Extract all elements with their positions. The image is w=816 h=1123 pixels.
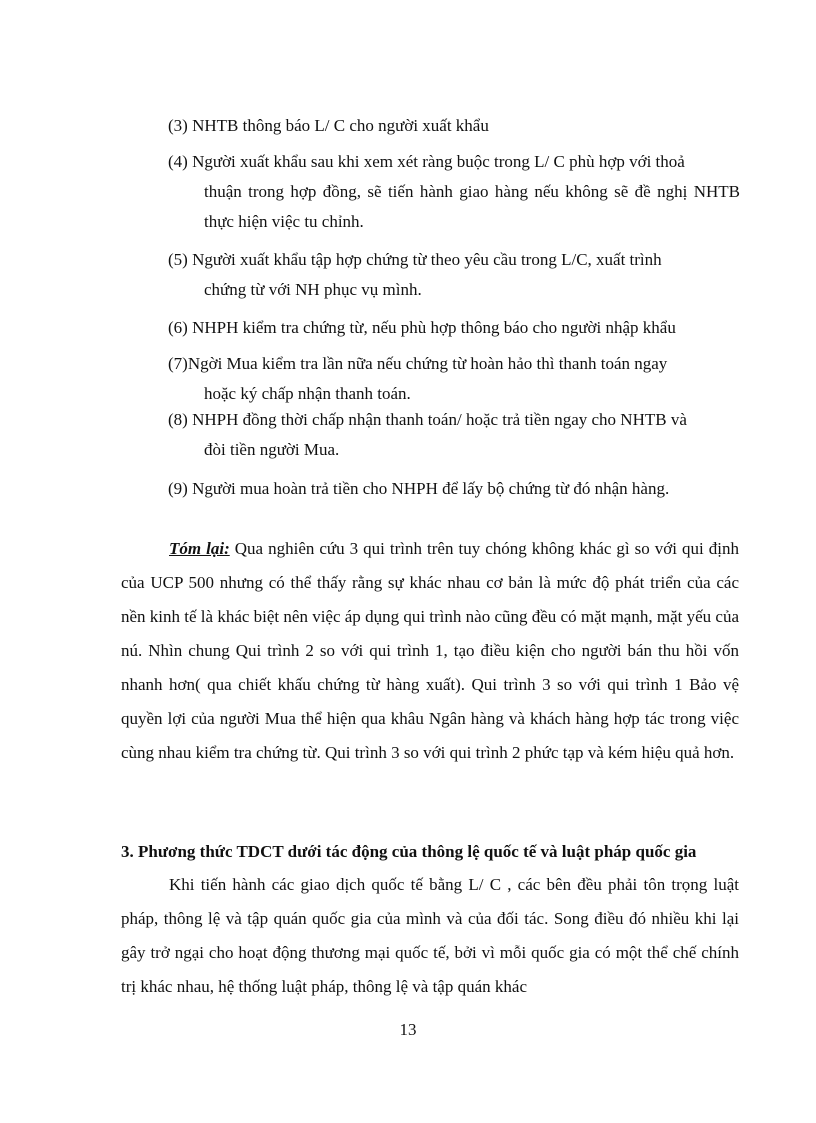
list-item-text: (5) Người xuất khẩu tập hợp chứng từ theo yêu cầu trong L/C, xuất trình <box>168 250 662 269</box>
section-paragraph <box>121 868 739 1004</box>
summary-lead: Tóm lại: <box>169 539 230 558</box>
list-item <box>168 474 740 504</box>
list-item <box>168 245 740 305</box>
list-item-text: (4) Người xuất khẩu sau khi xem xét ràng buộc trong L/ C phù hợp với thoả <box>168 152 685 171</box>
section-heading: 3. Phương thức TDCT dưới tác động của thông lệ quốc tế và luật pháp quốc gia <box>121 842 697 861</box>
page-number: 13 <box>399 1020 417 1039</box>
summary-text: Qua nghiên cứu 3 qui trình trên tuy chóng không khác gì so với qui định của UCP 500 nhưng có thể thấy rằng sự khác nhau cơ bản là mức độ phát triển của các nền kinh tế là khác biệt nên việc áp dụng qui trình nào cũng đều có mặt mạnh, mặt yếu của nú. Nhìn chung Qui trình 2 so với qui trình 1, tạo điều kiện cho người bán thu hồi vốn nhanh hơn( qua chiết khấu chứng từ hàng xuất). Qui trình 3 so với qui trình 1 Bảo vệ quyền lợi của người Mua thể hiện qua khâu Ngân hàng và khách hàng hợp tác trong việc cùng nhau kiểm tra chứng từ. Qui trình 3 so với qui trình 2 phức tạp và kém hiệu quả hơn. <box>121 539 739 762</box>
list-item-text: (6) NHPH kiểm tra chứng từ, nếu phù hợp thông báo cho người nhập khẩu <box>168 318 676 337</box>
list-item-text: (9) Người mua hoàn trả tiền cho NHPH để lấy bộ chứng từ đó nhận hàng. <box>168 479 670 498</box>
list-item <box>168 405 740 465</box>
list-item <box>168 111 740 141</box>
list-item-text: (8) NHPH đồng thời chấp nhận thanh toán/ hoặc trả tiền ngay cho NHTB và <box>168 410 687 429</box>
list-item <box>168 147 740 237</box>
list-item-continuation: thuận trong hợp đồng, sẽ tiến hành giao hàng nếu không sẽ đề nghị NHTB thực hiện việc tu chỉnh. <box>204 182 740 231</box>
list-item-continuation: đòi tiền người Mua. <box>204 440 340 459</box>
list-item <box>168 313 740 343</box>
list-item-text: (3) NHTB thông báo L/ C cho người xuất khẩu <box>168 116 489 135</box>
list-item-continuation: hoặc ký chấp nhận thanh toán. <box>204 384 411 403</box>
list-item-continuation: chứng từ với NH phục vụ mình. <box>204 280 422 299</box>
summary-paragraph <box>121 532 739 770</box>
list-item <box>168 349 740 409</box>
list-item-text: (7)Ngời Mua kiểm tra lần nữa nếu chứng từ hoàn hảo thì thanh toán ngay <box>168 354 668 373</box>
section-text: Khi tiến hành các giao dịch quốc tế bằng L/ C , các bên đều phải tôn trọng luật pháp, thông lệ và tập quán quốc gia của mình và của đối tác. Song điều đó nhiều khi lại gây trở ngại cho hoạt động thương mại quốc tế, bởi vì mỗi quốc gia có một thể chế chính trị khác nhau, hệ thống luật pháp, thông lệ và tập quán khác <box>121 875 739 996</box>
